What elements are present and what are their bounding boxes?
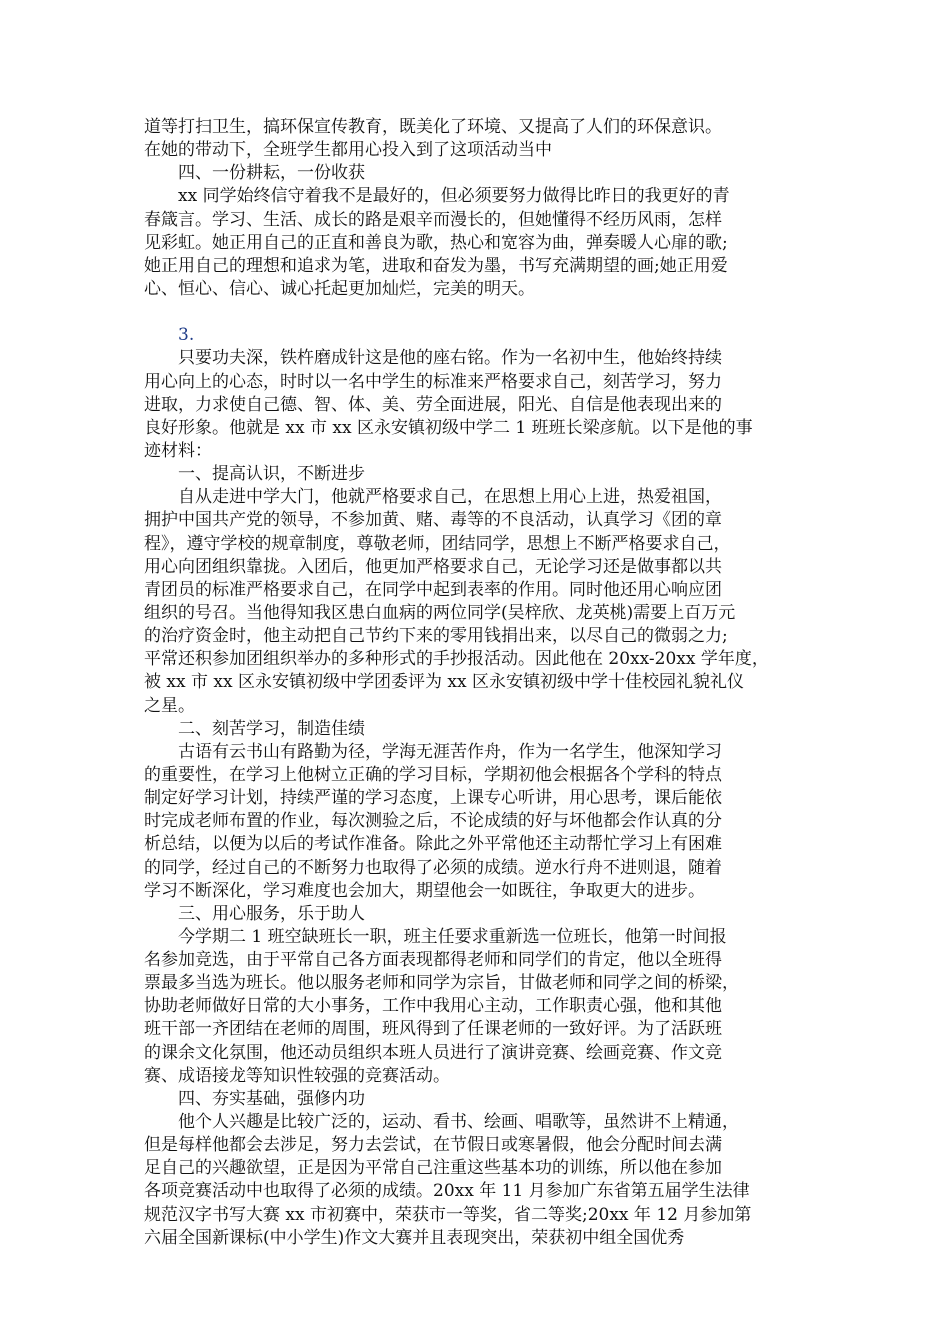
text-line: 组织的号召。当他得知我区患白血病的两位同学(吴梓欣、龙英桃)需要上百万元 — [144, 602, 736, 623]
text-line: 用心向上的心态，时时以一名中学生的标准来严格要求自己，刻苦学习，努力 — [144, 371, 722, 392]
text-line: 迹材料： — [144, 440, 212, 461]
text-line: 古语有云书山有路勤为径，学海无涯苦作舟，作为一名学生，他深知学习 — [178, 741, 722, 762]
text-line: 一、提高认识，不断进步 — [178, 464, 365, 485]
text-line: 足自己的兴趣欲望，正是因为平常自己注重这些基本功的训练，所以他在参加 — [144, 1158, 722, 1179]
text-line: 自从走进中学大门，他就严格要求自己，在思想上用心上进，热爱祖国， — [178, 487, 722, 508]
text-line: 只要功夫深，铁杵磨成针这是他的座右铭。作为一名初中生，他始终持续 — [178, 348, 722, 369]
text-line: 的同学，经过自己的不断努力也取得了必须的成绩。逆水行舟不进则退，随着 — [144, 857, 722, 878]
text-line: 用心向团组织靠拢。入团后，他更加严格要求自己，无论学习还是做事都以共 — [144, 556, 722, 577]
section-number: 3. — [178, 325, 195, 346]
text-line: 各项竞赛活动中也取得了必须的成绩。20xx 年 11 月参加广东省第五届学生法律 — [144, 1181, 750, 1202]
text-line: 四、夯实基础，强修内功 — [178, 1088, 365, 1109]
blank-line — [144, 301, 816, 324]
text-line: 程》，遵守学校的规章制度，尊敬老师，团结同学，思想上不断严格要求自己， — [144, 533, 731, 554]
text-line: 四、一份耕耘，一份收获 — [178, 163, 365, 184]
text-line: 被 xx 市 xx 区永安镇初级中学团委评为 xx 区永安镇初级中学十佳校园礼貌礼仪 — [144, 672, 744, 693]
text-line: 的重要性，在学习上他树立正确的学习目标，学期初他会根据各个学科的特点 — [144, 764, 722, 785]
text-line: 六届全国新课标(中小学生)作文大赛并且表现突出，荣获初中组全国优秀 — [144, 1227, 685, 1248]
text-line: 赛、成语接龙等知识性较强的竞赛活动。 — [144, 1065, 450, 1086]
text-line: 的课余文化氛围，他还动员组织本班人员进行了演讲竞赛、绘画竞赛、作文竞 — [144, 1042, 722, 1063]
text-line: xx 同学始终信守着我不是最好的，但必须要努力做得比昨日的我更好的青 — [178, 186, 730, 207]
text-line: 在她的带动下，全班学生都用心投入到了这项活动当中 — [144, 140, 552, 161]
text-line: 良好形象。他就是 xx 市 xx 区永安镇初级中学二 1 班班长梁彦航。以下是他的事 — [144, 417, 753, 438]
text-line: 析总结，以便为以后的考试作准备。除此之外平常他还主动帮忙学习上有困难 — [144, 834, 722, 855]
text-line: 道等打扫卫生，搞环保宣传教育，既美化了环境、又提高了人们的环保意识。 — [144, 117, 722, 137]
text-line: 学习不断深化，学习难度也会加大，期望他会一如既往，争取更大的进步。 — [144, 880, 705, 901]
text-line: 青团员的标准严格要求自己，在同学中起到表率的作用。同时他还用心响应团 — [144, 579, 722, 600]
text-line: 心、恒心、信心、诚心托起更加灿烂，完美的明天。 — [144, 278, 535, 299]
text-line: 协助老师做好日常的大小事务，工作中我用心主动，工作职责心强，他和其他 — [144, 996, 722, 1017]
text-line: 制定好学习计划，持续严谨的学习态度，上课专心听讲，用心思考，课后能依 — [144, 788, 722, 809]
text-line: 班干部一齐团结在老师的周围，班风得到了任课老师的一致好评。为了活跃班 — [144, 1019, 722, 1040]
text-line: 票最多当选为班长。他以服务老师和同学为宗旨，甘做老师和同学之间的桥梁， — [144, 973, 739, 994]
text-line: 名参加竞选，由于平常自己各方面表现都得老师和同学们的肯定，他以全班得 — [144, 950, 722, 971]
text-line: 之星。 — [144, 695, 195, 716]
text-line: 他个人兴趣是比较广泛的，运动、看书、绘画、唱歌等，虽然讲不上精通， — [178, 1112, 739, 1133]
document-body — [144, 116, 816, 1250]
text-line: 拥护中国共产党的领导，不参加黄、赌、毒等的不良活动，认真学习《团的章 — [144, 510, 722, 531]
text-line: 规范汉字书写大赛 xx 市初赛中，荣获市一等奖，省二等奖;20xx 年 12 月参加第 — [144, 1204, 752, 1225]
text-line: 二、刻苦学习，制造佳绩 — [178, 718, 365, 739]
text-line: 今学期二 1 班空缺班长一职，班主任要求重新选一位班长，他第一时间报 — [178, 926, 727, 947]
text-line: 她正用自己的理想和追求为笔，进取和奋发为墨，书写充满期望的画;她正用爱 — [144, 255, 728, 276]
text-line: 春箴言。学习、生活、成长的路是艰辛而漫长的，但她懂得不经历风雨，怎样 — [144, 209, 722, 230]
text-line: 但是每样他都会去涉足，努力去尝试，在节假日或寒暑假，他会分配时间去满 — [144, 1135, 722, 1156]
text-line: 的治疗资金时，他主动把自己节约下来的零用钱捐出来，以尽自己的微弱之力; — [144, 626, 728, 647]
text-line: 平常还积参加团组织举办的多种形式的手抄报活动。因此他在 20xx-20xx 学年度， — [144, 649, 769, 670]
text-line: 三、用心服务，乐于助人 — [178, 903, 365, 924]
text-line: 见彩虹。她正用自己的正直和善良为歌，热心和宽容为曲，弹奏暖人心扉的歌; — [144, 232, 728, 253]
text-line: 时完成老师布置的作业，每次测验之后，不论成绩的好与坏他都会作认真的分 — [144, 811, 722, 832]
text-line: 进取，力求使自己德、智、体、美、劳全面进展，阳光、自信是他表现出来的 — [144, 394, 722, 415]
